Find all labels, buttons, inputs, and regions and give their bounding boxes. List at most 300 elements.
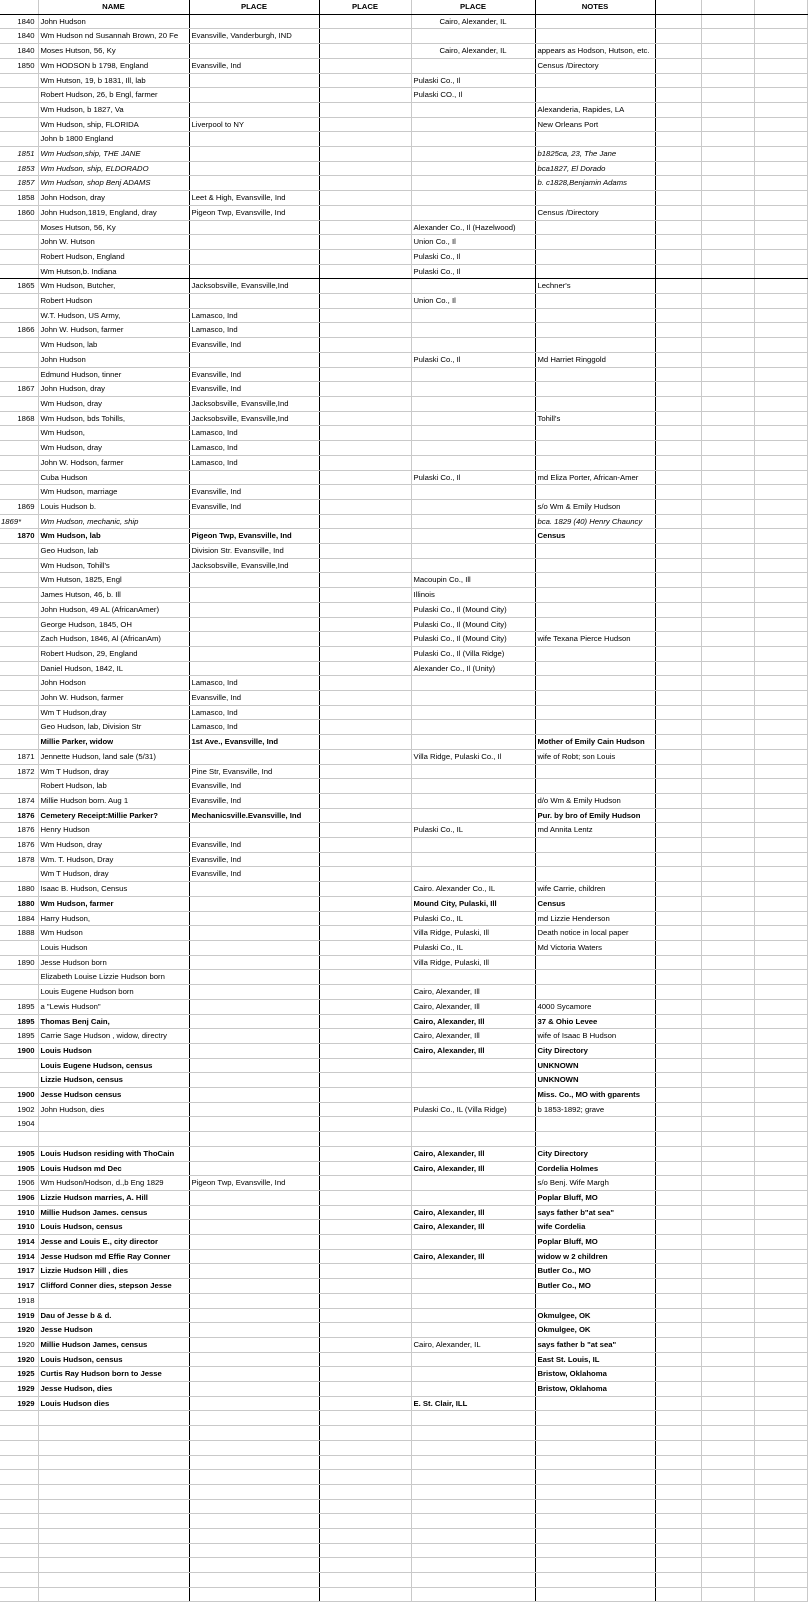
cell-year[interactable]: 1840 xyxy=(0,44,38,59)
cell-place-1[interactable]: Liverpool to NY xyxy=(189,117,319,132)
cell-notes[interactable]: Lechner's xyxy=(535,279,655,294)
cell-name[interactable]: Wm Hudson, dray xyxy=(38,838,189,853)
cell-place-3[interactable] xyxy=(411,852,535,867)
cell-year[interactable] xyxy=(0,308,38,323)
cell-empty[interactable] xyxy=(701,411,754,426)
cell-empty[interactable] xyxy=(0,1528,38,1543)
cell-place-1[interactable] xyxy=(189,632,319,647)
cell-notes[interactable] xyxy=(535,691,655,706)
cell-notes[interactable]: md Lizzie Henderson xyxy=(535,911,655,926)
cell-notes[interactable] xyxy=(535,838,655,853)
cell-place-3[interactable] xyxy=(411,132,535,147)
cell-place-3[interactable] xyxy=(411,455,535,470)
cell-place-1[interactable]: Evansville, Ind xyxy=(189,852,319,867)
cell-place-3[interactable] xyxy=(411,1293,535,1308)
cell-empty[interactable] xyxy=(655,382,701,397)
cell-place-3[interactable]: Pulaski Co., Il xyxy=(411,470,535,485)
cell-empty[interactable] xyxy=(701,249,754,264)
cell-notes[interactable]: City Directory xyxy=(535,1146,655,1161)
cell-empty[interactable] xyxy=(655,823,701,838)
cell-place-3[interactable] xyxy=(411,1235,535,1250)
cell-name[interactable]: Thomas Benj Cain, xyxy=(38,1014,189,1029)
cell-place-2[interactable] xyxy=(319,279,411,294)
cell-empty[interactable] xyxy=(701,220,754,235)
cell-empty[interactable] xyxy=(655,1411,701,1426)
cell-notes[interactable]: md Annita Lentz xyxy=(535,823,655,838)
cell-place-2[interactable] xyxy=(319,1176,411,1191)
cell-empty[interactable] xyxy=(38,1455,189,1470)
cell-place-1[interactable] xyxy=(189,999,319,1014)
cell-notes[interactable] xyxy=(535,705,655,720)
cell-place-3[interactable] xyxy=(411,441,535,456)
cell-empty[interactable] xyxy=(701,970,754,985)
cell-place-2[interactable] xyxy=(319,808,411,823)
cell-empty[interactable] xyxy=(754,1484,807,1499)
cell-empty[interactable] xyxy=(655,1014,701,1029)
cell-empty[interactable] xyxy=(754,779,807,794)
cell-empty[interactable] xyxy=(655,955,701,970)
cell-notes[interactable]: UNKNOWN xyxy=(535,1073,655,1088)
cell-year[interactable] xyxy=(0,558,38,573)
cell-name[interactable]: John W. Hutson xyxy=(38,235,189,250)
cell-place-2[interactable] xyxy=(319,1043,411,1058)
cell-notes[interactable] xyxy=(535,396,655,411)
cell-notes[interactable] xyxy=(535,132,655,147)
cell-notes[interactable] xyxy=(535,1396,655,1411)
cell-empty[interactable] xyxy=(701,1426,754,1441)
cell-name[interactable]: Wm Hutson,b. Indiana xyxy=(38,264,189,279)
cell-empty[interactable] xyxy=(411,1573,535,1588)
cell-empty[interactable] xyxy=(655,720,701,735)
cell-place-2[interactable] xyxy=(319,1323,411,1338)
cell-empty[interactable] xyxy=(701,1235,754,1250)
cell-name[interactable]: John W. Hodson, farmer xyxy=(38,455,189,470)
cell-notes[interactable] xyxy=(535,14,655,29)
cell-place-1[interactable] xyxy=(189,1190,319,1205)
cell-empty[interactable] xyxy=(189,1499,319,1514)
cell-place-1[interactable] xyxy=(189,1396,319,1411)
cell-place-3[interactable]: Villa Ridge, Pulaski Co., Il xyxy=(411,749,535,764)
cell-empty[interactable] xyxy=(655,1352,701,1367)
cell-place-1[interactable] xyxy=(189,661,319,676)
cell-place-1[interactable]: Evansville, Ind xyxy=(189,838,319,853)
cell-place-1[interactable]: Evansville, Ind xyxy=(189,793,319,808)
cell-empty[interactable] xyxy=(754,1323,807,1338)
cell-year[interactable] xyxy=(0,617,38,632)
cell-empty[interactable] xyxy=(754,1029,807,1044)
cell-empty[interactable] xyxy=(701,485,754,500)
cell-empty[interactable] xyxy=(535,1573,655,1588)
cell-empty[interactable] xyxy=(701,1029,754,1044)
cell-empty[interactable] xyxy=(754,1499,807,1514)
cell-place-1[interactable]: Lamasco, Ind xyxy=(189,426,319,441)
cell-empty[interactable] xyxy=(754,294,807,309)
cell-empty[interactable] xyxy=(701,602,754,617)
cell-empty[interactable] xyxy=(701,367,754,382)
cell-place-1[interactable] xyxy=(189,352,319,367)
cell-place-3[interactable] xyxy=(411,720,535,735)
cell-empty[interactable] xyxy=(0,1499,38,1514)
cell-empty[interactable] xyxy=(754,1528,807,1543)
cell-place-1[interactable] xyxy=(189,1279,319,1294)
cell-empty[interactable] xyxy=(655,367,701,382)
cell-place-3[interactable]: E. St. Clair, ILL xyxy=(411,1396,535,1411)
cell-year[interactable]: 1871 xyxy=(0,749,38,764)
cell-empty[interactable] xyxy=(754,58,807,73)
cell-year[interactable]: 1857 xyxy=(0,176,38,191)
cell-place-1[interactable] xyxy=(189,602,319,617)
cell-empty[interactable] xyxy=(754,147,807,162)
cell-name[interactable]: Millie Hudson James, census xyxy=(38,1337,189,1352)
cell-empty[interactable] xyxy=(754,632,807,647)
cell-empty[interactable] xyxy=(701,764,754,779)
cell-empty[interactable] xyxy=(411,1484,535,1499)
cell-empty[interactable] xyxy=(754,1440,807,1455)
cell-empty[interactable] xyxy=(701,323,754,338)
cell-notes[interactable]: City Directory xyxy=(535,1043,655,1058)
cell-empty[interactable] xyxy=(319,1455,411,1470)
cell-year[interactable] xyxy=(0,602,38,617)
cell-empty[interactable] xyxy=(0,1558,38,1573)
cell-empty[interactable] xyxy=(535,1411,655,1426)
cell-empty[interactable] xyxy=(701,529,754,544)
cell-place-3[interactable] xyxy=(411,323,535,338)
cell-year[interactable]: 1840 xyxy=(0,29,38,44)
cell-place-3[interactable]: Mound City, Pulaski, Ill xyxy=(411,896,535,911)
cell-place-1[interactable] xyxy=(189,1323,319,1338)
cell-notes[interactable] xyxy=(535,764,655,779)
cell-empty[interactable] xyxy=(701,735,754,750)
cell-place-1[interactable] xyxy=(189,1029,319,1044)
cell-empty[interactable] xyxy=(655,882,701,897)
cell-empty[interactable] xyxy=(701,1528,754,1543)
cell-place-1[interactable]: Lamasco, Ind xyxy=(189,720,319,735)
cell-name[interactable]: Louis Eugene Hudson, census xyxy=(38,1058,189,1073)
cell-empty[interactable] xyxy=(754,1220,807,1235)
cell-empty[interactable] xyxy=(754,1264,807,1279)
cell-year[interactable]: 1851 xyxy=(0,147,38,162)
cell-place-3[interactable] xyxy=(411,514,535,529)
cell-name[interactable]: Geo Hudson, lab, Division Str xyxy=(38,720,189,735)
cell-place-1[interactable]: Evansville, Vanderburgh, IND xyxy=(189,29,319,44)
cell-place-2[interactable] xyxy=(319,220,411,235)
cell-name[interactable] xyxy=(38,1117,189,1132)
cell-notes[interactable]: Mother of Emily Cain Hudson xyxy=(535,735,655,750)
cell-empty[interactable] xyxy=(701,1146,754,1161)
cell-empty[interactable] xyxy=(754,764,807,779)
cell-empty[interactable] xyxy=(655,1146,701,1161)
cell-empty[interactable] xyxy=(754,29,807,44)
cell-place-3[interactable] xyxy=(411,58,535,73)
cell-place-1[interactable] xyxy=(189,1367,319,1382)
cell-empty[interactable] xyxy=(655,1308,701,1323)
cell-place-3[interactable] xyxy=(411,1176,535,1191)
cell-empty[interactable] xyxy=(701,544,754,559)
cell-empty[interactable] xyxy=(701,1132,754,1147)
cell-name[interactable]: Wm Hudson, mechanic, ship xyxy=(38,514,189,529)
cell-notes[interactable] xyxy=(535,294,655,309)
cell-year[interactable] xyxy=(0,720,38,735)
cell-year[interactable]: 1867 xyxy=(0,382,38,397)
cell-notes[interactable]: wife Carrie, children xyxy=(535,882,655,897)
cell-name[interactable] xyxy=(38,1132,189,1147)
cell-place-1[interactable] xyxy=(189,220,319,235)
cell-place-2[interactable] xyxy=(319,294,411,309)
cell-empty[interactable] xyxy=(655,1440,701,1455)
cell-empty[interactable] xyxy=(701,661,754,676)
cell-empty[interactable] xyxy=(754,896,807,911)
cell-place-3[interactable]: Pulaski Co., Il xyxy=(411,249,535,264)
cell-empty[interactable] xyxy=(189,1573,319,1588)
cell-name[interactable]: Wm Hudson, shop Benj ADAMS xyxy=(38,176,189,191)
cell-name[interactable]: Clifford Conner dies, stepson Jesse xyxy=(38,1279,189,1294)
cell-place-2[interactable] xyxy=(319,691,411,706)
cell-name[interactable]: John W. Hudson, farmer xyxy=(38,323,189,338)
cell-name[interactable]: Wm Hutson, 19, b 1831, Ill, lab xyxy=(38,73,189,88)
cell-empty[interactable] xyxy=(754,911,807,926)
cell-name[interactable]: George Hudson, 1845, OH xyxy=(38,617,189,632)
cell-year[interactable]: 1929 xyxy=(0,1382,38,1397)
cell-place-2[interactable] xyxy=(319,470,411,485)
cell-name[interactable]: Wm Hudson, dray xyxy=(38,441,189,456)
cell-empty[interactable] xyxy=(701,1043,754,1058)
cell-year[interactable]: 1870 xyxy=(0,529,38,544)
cell-empty[interactable] xyxy=(38,1514,189,1529)
cell-year[interactable]: 1876 xyxy=(0,808,38,823)
header-place-2[interactable]: PLACE xyxy=(319,0,411,14)
cell-empty[interactable] xyxy=(189,1411,319,1426)
cell-year[interactable]: 1895 xyxy=(0,1014,38,1029)
cell-place-2[interactable] xyxy=(319,882,411,897)
cell-place-3[interactable] xyxy=(411,29,535,44)
cell-year[interactable] xyxy=(0,941,38,956)
cell-year[interactable]: 1868 xyxy=(0,411,38,426)
cell-place-3[interactable] xyxy=(411,426,535,441)
cell-empty[interactable] xyxy=(655,58,701,73)
cell-notes[interactable]: wife Texana Pierce Hudson xyxy=(535,632,655,647)
cell-place-1[interactable] xyxy=(189,249,319,264)
cell-name[interactable]: Wm Hutson, 1825, Engl xyxy=(38,573,189,588)
cell-notes[interactable] xyxy=(535,617,655,632)
cell-name[interactable]: Robert Hudson xyxy=(38,294,189,309)
cell-empty[interactable] xyxy=(319,1573,411,1588)
cell-name[interactable]: Robert Hudson, lab xyxy=(38,779,189,794)
cell-place-2[interactable] xyxy=(319,455,411,470)
cell-place-1[interactable] xyxy=(189,1043,319,1058)
cell-place-2[interactable] xyxy=(319,1279,411,1294)
cell-year[interactable] xyxy=(0,705,38,720)
cell-place-2[interactable] xyxy=(319,1088,411,1103)
cell-place-2[interactable] xyxy=(319,441,411,456)
cell-place-2[interactable] xyxy=(319,720,411,735)
cell-place-1[interactable] xyxy=(189,1264,319,1279)
cell-place-2[interactable] xyxy=(319,1146,411,1161)
cell-empty[interactable] xyxy=(411,1558,535,1573)
cell-empty[interactable] xyxy=(655,294,701,309)
cell-year[interactable] xyxy=(0,294,38,309)
cell-empty[interactable] xyxy=(754,279,807,294)
cell-empty[interactable] xyxy=(754,1117,807,1132)
cell-place-2[interactable] xyxy=(319,1337,411,1352)
cell-name[interactable]: Wm Hudson,ship, THE JANE xyxy=(38,147,189,162)
cell-place-3[interactable]: Alexander Co., Il (Hazelwood) xyxy=(411,220,535,235)
cell-notes[interactable]: Butler Co., MO xyxy=(535,1264,655,1279)
cell-empty[interactable] xyxy=(655,573,701,588)
cell-place-2[interactable] xyxy=(319,852,411,867)
cell-empty[interactable] xyxy=(701,73,754,88)
cell-place-1[interactable] xyxy=(189,514,319,529)
cell-name[interactable]: John b 1800 England xyxy=(38,132,189,147)
cell-empty[interactable] xyxy=(655,779,701,794)
cell-place-1[interactable] xyxy=(189,1117,319,1132)
cell-empty[interactable] xyxy=(701,382,754,397)
cell-empty[interactable] xyxy=(38,1543,189,1558)
cell-name[interactable]: Robert Hudson, 29, England xyxy=(38,646,189,661)
cell-notes[interactable] xyxy=(535,970,655,985)
cell-notes[interactable]: wife Cordelia xyxy=(535,1220,655,1235)
cell-empty[interactable] xyxy=(754,88,807,103)
cell-empty[interactable] xyxy=(655,102,701,117)
cell-empty[interactable] xyxy=(655,617,701,632)
cell-year[interactable]: 1895 xyxy=(0,1029,38,1044)
cell-place-2[interactable] xyxy=(319,1161,411,1176)
cell-empty[interactable] xyxy=(701,1499,754,1514)
cell-empty[interactable] xyxy=(754,1205,807,1220)
cell-name[interactable]: Louis Hudson, census xyxy=(38,1220,189,1235)
cell-empty[interactable] xyxy=(655,1043,701,1058)
cell-empty[interactable] xyxy=(655,44,701,59)
cell-place-3[interactable] xyxy=(411,396,535,411)
cell-notes[interactable] xyxy=(535,1293,655,1308)
cell-place-1[interactable] xyxy=(189,588,319,603)
cell-place-3[interactable] xyxy=(411,705,535,720)
cell-empty[interactable] xyxy=(655,485,701,500)
cell-place-2[interactable] xyxy=(319,367,411,382)
cell-name[interactable]: Jesse Hudson xyxy=(38,1323,189,1338)
cell-place-2[interactable] xyxy=(319,29,411,44)
cell-notes[interactable] xyxy=(535,779,655,794)
cell-place-2[interactable] xyxy=(319,249,411,264)
cell-empty[interactable] xyxy=(754,323,807,338)
cell-empty[interactable] xyxy=(701,867,754,882)
cell-empty[interactable] xyxy=(701,338,754,353)
cell-place-3[interactable] xyxy=(411,1132,535,1147)
cell-empty[interactable] xyxy=(754,617,807,632)
cell-empty[interactable] xyxy=(189,1455,319,1470)
cell-empty[interactable] xyxy=(655,1073,701,1088)
cell-empty[interactable] xyxy=(701,14,754,29)
cell-place-2[interactable] xyxy=(319,191,411,206)
cell-place-1[interactable] xyxy=(189,1132,319,1147)
cell-name[interactable]: Wm Hudson, Butcher, xyxy=(38,279,189,294)
cell-empty[interactable] xyxy=(655,323,701,338)
cell-place-3[interactable]: Pulaski Co., Il xyxy=(411,264,535,279)
cell-year[interactable] xyxy=(0,352,38,367)
cell-empty[interactable] xyxy=(655,308,701,323)
cell-empty[interactable] xyxy=(655,1528,701,1543)
cell-empty[interactable] xyxy=(701,1323,754,1338)
cell-year[interactable] xyxy=(0,735,38,750)
cell-name[interactable]: Wm Hudson, b 1827, Va xyxy=(38,102,189,117)
cell-empty[interactable] xyxy=(754,1102,807,1117)
cell-notes[interactable]: Census /Directory xyxy=(535,205,655,220)
cell-empty[interactable] xyxy=(701,58,754,73)
cell-notes[interactable] xyxy=(535,382,655,397)
cell-empty[interactable] xyxy=(701,1249,754,1264)
cell-empty[interactable] xyxy=(701,1308,754,1323)
cell-empty[interactable] xyxy=(0,1455,38,1470)
cell-empty[interactable] xyxy=(655,1220,701,1235)
cell-place-1[interactable]: Leet & High, Evansville, Ind xyxy=(189,191,319,206)
cell-notes[interactable]: says father b"at sea" xyxy=(535,1205,655,1220)
cell-empty[interactable] xyxy=(754,73,807,88)
cell-empty[interactable] xyxy=(754,646,807,661)
cell-place-2[interactable] xyxy=(319,102,411,117)
cell-empty[interactable] xyxy=(701,205,754,220)
cell-notes[interactable] xyxy=(535,235,655,250)
cell-place-3[interactable]: Pulaski Co., Il xyxy=(411,352,535,367)
cell-name[interactable]: Wm Hudson, lab xyxy=(38,338,189,353)
cell-name[interactable]: Robert Hudson, England xyxy=(38,249,189,264)
cell-empty[interactable] xyxy=(701,1264,754,1279)
cell-name[interactable]: Louis Hudson, census xyxy=(38,1352,189,1367)
cell-empty[interactable] xyxy=(319,1426,411,1441)
cell-empty[interactable] xyxy=(535,1455,655,1470)
cell-empty[interactable] xyxy=(754,661,807,676)
cell-empty[interactable] xyxy=(655,1264,701,1279)
cell-empty[interactable] xyxy=(754,367,807,382)
cell-year[interactable]: 1872 xyxy=(0,764,38,779)
cell-empty[interactable] xyxy=(701,617,754,632)
cell-name[interactable]: John Hudson xyxy=(38,14,189,29)
cell-place-1[interactable]: Evansville, Ind xyxy=(189,691,319,706)
cell-place-3[interactable] xyxy=(411,176,535,191)
cell-notes[interactable]: md Eliza Porter, African-Amer xyxy=(535,470,655,485)
cell-empty[interactable] xyxy=(701,955,754,970)
cell-place-3[interactable] xyxy=(411,1264,535,1279)
cell-empty[interactable] xyxy=(701,29,754,44)
cell-empty[interactable] xyxy=(655,1088,701,1103)
cell-empty[interactable] xyxy=(754,1367,807,1382)
cell-empty[interactable] xyxy=(319,1528,411,1543)
cell-year[interactable]: 1904 xyxy=(0,1117,38,1132)
cell-place-1[interactable] xyxy=(189,573,319,588)
cell-notes[interactable]: wife of Robt; son Louis xyxy=(535,749,655,764)
cell-empty[interactable] xyxy=(655,264,701,279)
cell-place-2[interactable] xyxy=(319,544,411,559)
cell-empty[interactable] xyxy=(754,308,807,323)
cell-empty[interactable] xyxy=(754,867,807,882)
cell-year[interactable]: 1914 xyxy=(0,1235,38,1250)
cell-empty[interactable] xyxy=(655,220,701,235)
cell-name[interactable]: Cemetery Receipt:Millie Parker? xyxy=(38,808,189,823)
cell-empty[interactable] xyxy=(655,14,701,29)
cell-name[interactable]: Isaac B. Hudson, Census xyxy=(38,882,189,897)
cell-name[interactable]: Curtis Ray Hudson born to Jesse xyxy=(38,1367,189,1382)
cell-empty[interactable] xyxy=(411,1470,535,1485)
cell-name[interactable]: Wm Hudson, lab xyxy=(38,529,189,544)
cell-empty[interactable] xyxy=(655,941,701,956)
cell-empty[interactable] xyxy=(754,985,807,1000)
cell-empty[interactable] xyxy=(754,573,807,588)
cell-name[interactable]: Daniel Hudson, 1842, IL xyxy=(38,661,189,676)
cell-name[interactable]: John Hodson xyxy=(38,676,189,691)
cell-name[interactable]: John Hudson, dray xyxy=(38,382,189,397)
cell-place-3[interactable] xyxy=(411,147,535,162)
cell-empty[interactable] xyxy=(319,1514,411,1529)
cell-empty[interactable] xyxy=(38,1411,189,1426)
cell-empty[interactable] xyxy=(655,1279,701,1294)
